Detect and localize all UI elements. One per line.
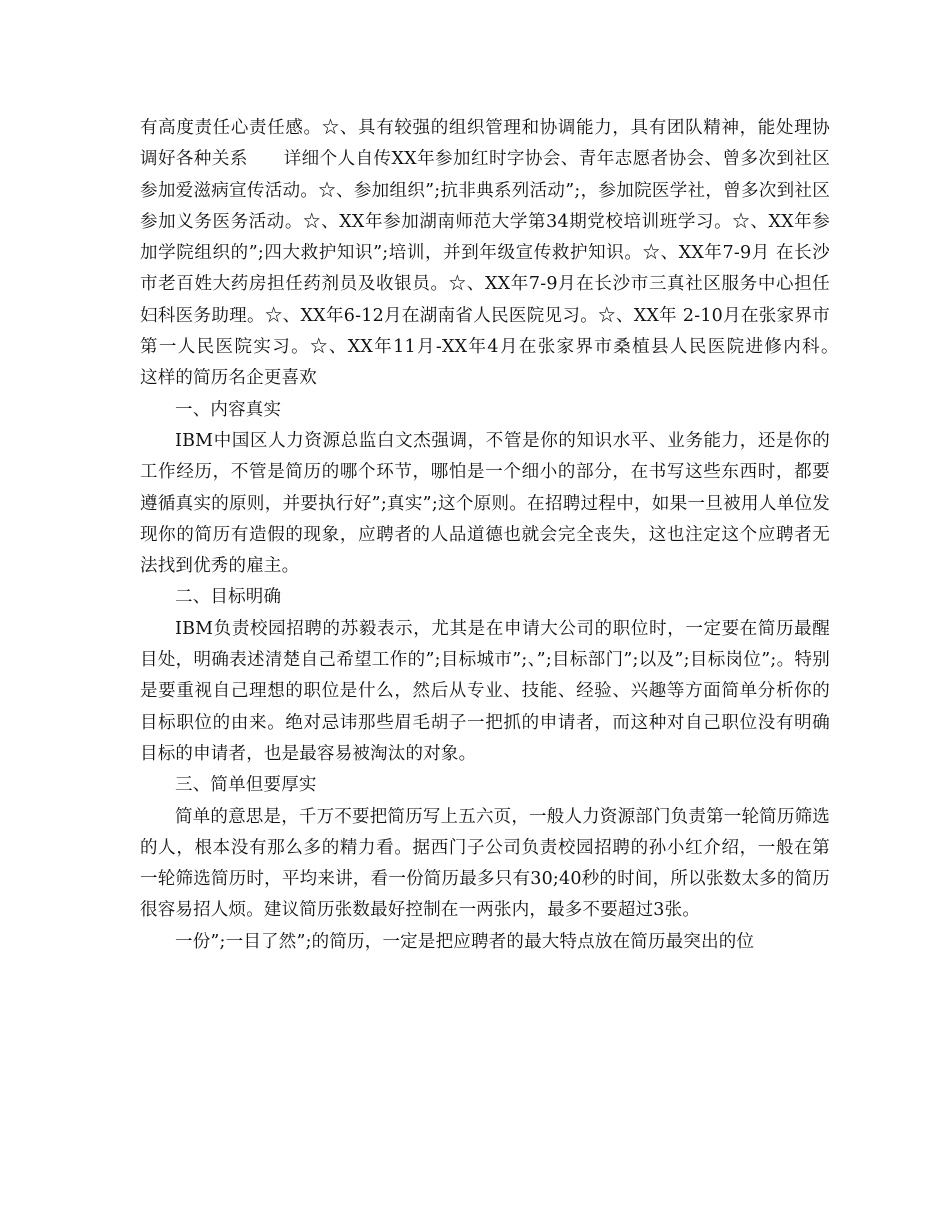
heading-content-truthful: 一、内容真实 [175,399,282,420]
paragraph-simple-solid: 简单的意思是，千万不要把简历写上五六页，一般人力资源部门负责第一轮简历筛选的人，根本没有那么多的精力看。据西门子公司负责校园招聘的孙小红介绍，一般在第一轮筛选简历时，平均来讲，看一份简历最多只有30;40秒的时间，所以张数太多的简历很容易招人烦。建议简历张数最好控制在一两张内，最多不要超过3张。 [140,806,830,921]
heading-clear-goal: 二、目标明确 [175,587,282,608]
paragraph-truthful: IBM中国区人力资源总监白文杰强调，不管是你的知识水平、业务能力，还是你的工作经历，不管是简历的哪个环节，哪怕是一个细小的部分，在书写这些东西时，都要遵循真实的原则，并要执行好”;真实”;这个原则。在招聘过程中，如果一旦被用人单位发现你的简历有造假的现象，应聘者的人品道德也就会完全丧失，这也注定这个应聘者无法找到优秀的雇主。 [140,430,830,577]
paragraph-clear-goal: IBM负责校园招聘的苏毅表示，尤其是在申请大公司的职位时，一定要在简历最醒目处，明确表述清楚自己希望工作的”;目标城市”;、”;目标部门”;以及”;目标岗位”;。特别是要重视自己理想的职位是什么，然后从专业、技能、经验、兴趣等方面简单分析你的目标职位的由来。绝对忌讳那些眉毛胡子一把抓的申请者，而这种对自己职位没有明确目标的申请者，也是最容易被淘汰的对象。 [140,618,830,764]
paragraph-at-a-glance: 一份”;一目了然”;的简历，一定是把应聘者的最大特点放在简历最突出的位 [175,931,755,952]
paragraph-intro: 有高度责任心责任感。☆、具有较强的组织管理和协调能力，具有团队精神，能处理协调好各种关系 详细个人自传XX年参加红时字协会、青年志愿者协会、曾多次到社区参加爱滋病宣传活动。☆、参加组织”;抗非典系列活动”;，参加院医学社，曾多次到社区参加义务医务活动。☆、XX年参加湖南师范大学第34期党校培训班学习。☆、XX年参加学院组织的”;四大救护知识”;培训，并到年级宣传救护知识。☆、XX年7-9月 在长沙市老百姓大药房担任药剂员及收银员。☆、XX年7-9月在长沙市三真社区服务中心担任妇科医务助理。☆、XX年6-12月在湖南省人民医院见习。☆、XX年 2-10月在张家界市第一人民医院实习。☆、XX年11月-XX年4月在张家界市桑植县人民医院进修内科。 这样的简历名企更喜欢 [140,118,884,389]
heading-simple-solid: 三、简单但要厚实 [175,775,317,796]
document-body [140,113,884,958]
